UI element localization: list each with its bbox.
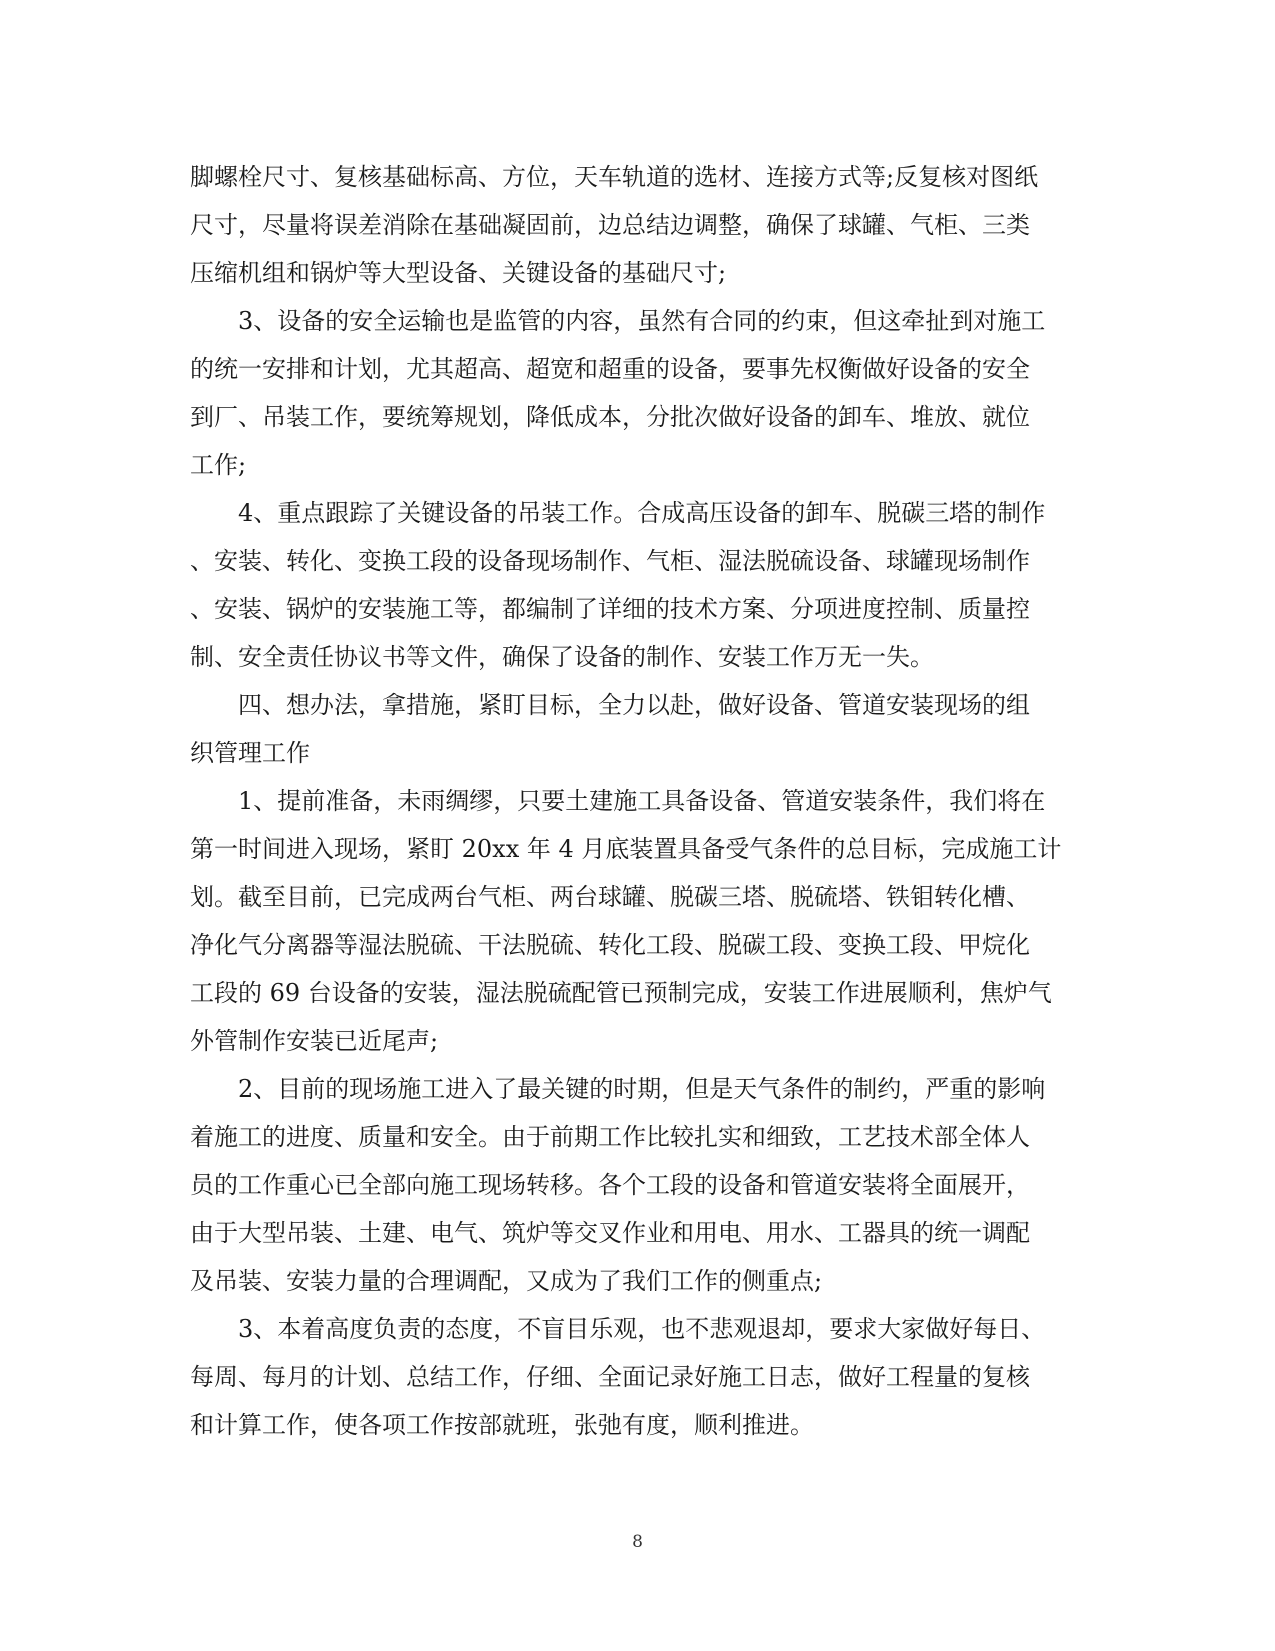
text-line: 到厂、吊装工作，要统筹规划，降低成本，分批次做好设备的卸车、堆放、就位 [190,403,1030,431]
section-heading-line: 四、想办法，拿措施，紧盯目标，全力以赴，做好设备、管道安装现场的组 [238,691,1030,719]
paragraph-start-line: 3、设备的安全运输也是监管的内容，虽然有合同的约束，但这牵扯到对施工 [238,307,1046,335]
text-line: 划。截至目前，已完成两台气柜、两台球罐、脱碳三塔、脱硫塔、铁钼转化槽、 [190,883,1030,911]
document-body [190,153,1085,1449]
text-line: 工段的 69 台设备的安装，湿法脱硫配管已预制完成，安装工作进展顺利，焦炉气 [190,979,1052,1007]
text-line: 第一时间进入现场，紧盯 20xx 年 4 月底装置具备受气条件的总目标，完成施工计 [190,835,1062,863]
text-line: 尺寸，尽量将误差消除在基础凝固前，边总结边调整，确保了球罐、气柜、三类 [190,211,1030,239]
section-heading-line: 织管理工作 [190,739,310,767]
paragraph-start-line: 4、重点跟踪了关键设备的吊装工作。合成高压设备的卸车、脱碳三塔的制作 [238,499,1046,527]
text-line: 净化气分离器等湿法脱硫、干法脱硫、转化工段、脱碳工段、变换工段、甲烷化 [190,931,1030,959]
paragraph-start-line: 1、提前准备，未雨绸缪，只要土建施工具备设备、管道安装条件，我们将在 [238,787,1046,815]
text-line: 由于大型吊装、土建、电气、筑炉等交叉作业和用电、用水、工器具的统一调配 [190,1219,1030,1247]
text-line: 的统一安排和计划，尤其超高、超宽和超重的设备，要事先权衡做好设备的安全 [190,355,1030,383]
text-line: 压缩机组和锅炉等大型设备、关键设备的基础尺寸; [190,259,727,287]
paragraph-start-line: 2、目前的现场施工进入了最关键的时期，但是天气条件的制约，严重的影响 [238,1075,1046,1103]
text-line: 员的工作重心已全部向施工现场转移。各个工段的设备和管道安装将全面展开， [190,1171,1030,1199]
text-line: 每周、每月的计划、总结工作，仔细、全面记录好施工日志，做好工程量的复核 [190,1363,1030,1391]
text-line: 制、安全责任协议书等文件，确保了设备的制作、安装工作万无一失。 [190,643,934,671]
text-line: 、安装、锅炉的安装施工等，都编制了详细的技术方案、分项进度控制、质量控 [190,595,1030,623]
text-line: 外管制作安装已近尾声; [190,1027,439,1055]
page-number: 8 [632,1532,643,1552]
text-line: 及吊装、安装力量的合理调配，又成为了我们工作的侧重点; [190,1267,823,1295]
text-line: 脚螺栓尺寸、复核基础标高、方位，天车轨道的选材、连接方式等;反复核对图纸 [190,163,1039,191]
text-line: 着施工的进度、质量和安全。由于前期工作比较扎实和细致，工艺技术部全体人 [190,1123,1030,1151]
text-line: 、安装、转化、变换工段的设备现场制作、气柜、湿法脱硫设备、球罐现场制作 [190,547,1030,575]
text-line: 和计算工作，使各项工作按部就班，张弛有度，顺利推进。 [190,1411,814,1439]
paragraph-start-line: 3、本着高度负责的态度，不盲目乐观，也不悲观退却，要求大家做好每日、 [238,1315,1046,1343]
text-line: 工作; [190,451,247,479]
